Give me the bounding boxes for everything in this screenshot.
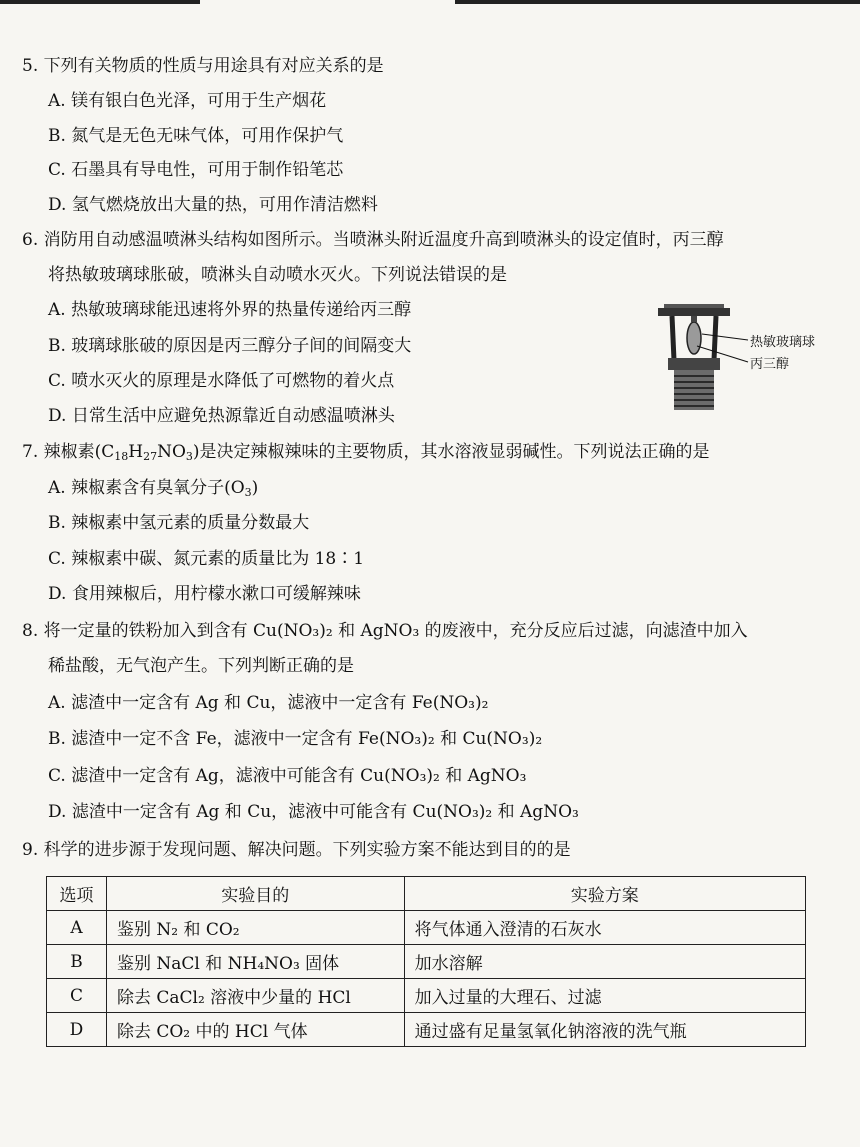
table-header-row [47, 877, 806, 911]
table-row [47, 911, 806, 945]
q8-option-d: D. 滤渣中一定含有 Ag 和 Cu，滤液中可能含有 Cu(NO₃)₂ 和 AgNO₃ [48, 802, 579, 822]
row-purpose: 鉴别 N₂ 和 CO₂ [106, 911, 404, 945]
row-plan: 通过盛有足量氢氧化钠溶液的洗气瓶 [404, 1013, 805, 1047]
q7-sub-h: 27 [143, 450, 158, 463]
q6-option-c: C. 喷水灭火的原理是水降低了可燃物的着火点 [48, 371, 395, 391]
q7-option-c: C. 辣椒素中碳、氮元素的质量比为 18∶1 [48, 549, 365, 569]
label-heat-sensitive-glass-bulb: 热敏玻璃球 [750, 335, 816, 350]
table-row [47, 979, 806, 1013]
q6-stem-line1: 6. 消防用自动感温喷淋头结构如图所示。当喷淋头附近温度升高到喷淋头的设定值时，丙三醇 [22, 230, 724, 250]
row-key: D [47, 1013, 107, 1047]
header-option: 选项 [47, 877, 107, 911]
row-plan: 将气体通入澄清的石灰水 [404, 911, 805, 945]
q5-option-a: A. 镁有银白色光泽，可用于生产烟花 [48, 91, 327, 111]
header-plan: 实验方案 [404, 877, 805, 911]
q6-option-d: D. 日常生活中应避免热源靠近自动感温喷淋头 [48, 406, 395, 426]
row-purpose: 除去 CaCl₂ 溶液中少量的 HCl [106, 979, 404, 1013]
q8-stem-line1: 8. 将一定量的铁粉加入到含有 Cu(NO₃)₂ 和 AgNO₃ 的废液中，充分反应后过滤，向滤渣中加入 [22, 621, 748, 641]
header-purpose: 实验目的 [106, 877, 404, 911]
row-key: B [47, 945, 107, 979]
table-row [47, 1013, 806, 1047]
row-plan: 加入过量的大理石、过滤 [404, 979, 805, 1013]
row-purpose: 除去 CO₂ 中的 HCl 气体 [106, 1013, 404, 1047]
q7-a-pre: A. 辣椒素含有臭氧分子(O [48, 478, 245, 498]
q7-stem [22, 440, 710, 464]
q8-option-c: C. 滤渣中一定含有 Ag，滤液中可能含有 Cu(NO₃)₂ 和 AgNO₃ [48, 766, 527, 786]
scan-edge-right [455, 0, 860, 4]
q7-a-post: ) [251, 478, 259, 498]
q8-option-b: B. 滤渣中一定不含 Fe，滤液中一定含有 Fe(NO₃)₂ 和 Cu(NO₃)₂ [48, 729, 543, 749]
q8-option-a: A. 滤渣中一定含有 Ag 和 Cu，滤液中一定含有 Fe(NO₃)₂ [48, 693, 489, 713]
q6-option-b: B. 玻璃球胀破的原因是丙三醇分子间的间隔变大 [48, 336, 412, 356]
label-glycerol: 丙三醇 [750, 357, 790, 372]
sprinkler-figure [650, 300, 840, 420]
q7-a-sub: 3 [244, 486, 252, 499]
row-key: C [47, 979, 107, 1013]
q6-option-a: A. 热敏玻璃球能迅速将外界的热量传递给丙三醇 [48, 300, 412, 320]
row-key: A [47, 911, 107, 945]
q7-h: H [128, 442, 144, 462]
sprinkler-head-icon [650, 300, 750, 420]
row-plan: 加水溶解 [404, 945, 805, 979]
q7-option-a [48, 476, 258, 500]
q5-option-b: B. 氮气是无色无味气体，可用作保护气 [48, 126, 344, 146]
q5-option-c: C. 石墨具有导电性，可用于制作铅笔芯 [48, 160, 344, 180]
q7-stem-post: )是决定辣椒辣味的主要物质，其水溶液显弱碱性。下列说法正确的是 [192, 442, 710, 462]
q7-option-b: B. 辣椒素中氢元素的质量分数最大 [48, 513, 310, 533]
table-row [47, 945, 806, 979]
row-purpose: 鉴别 NaCl 和 NH₄NO₃ 固体 [106, 945, 404, 979]
q7-stem-pre: 7. 辣椒素(C [22, 442, 115, 462]
q7-sub-c: 18 [114, 450, 129, 463]
q6-stem-line2: 将热敏玻璃球胀破，喷淋头自动喷水灭火。下列说法错误的是 [48, 265, 507, 285]
q9-stem: 9. 科学的进步源于发现问题、解决问题。下列实验方案不能达到目的的是 [22, 840, 571, 860]
q8-stem-line2: 稀盐酸，无气泡产生。下列判断正确的是 [48, 656, 354, 676]
q7-option-d: D. 食用辣椒后，用柠檬水漱口可缓解辣味 [48, 584, 361, 604]
scan-edge-left [0, 0, 200, 4]
q9-experiment-table [46, 876, 806, 1047]
q7-sub-o: 3 [185, 450, 193, 463]
q5-stem: 5. 下列有关物质的性质与用途具有对应关系的是 [22, 56, 384, 76]
q7-no: NO [157, 442, 186, 462]
q5-option-d: D. 氢气燃烧放出大量的热，可用作清洁燃料 [48, 195, 378, 215]
